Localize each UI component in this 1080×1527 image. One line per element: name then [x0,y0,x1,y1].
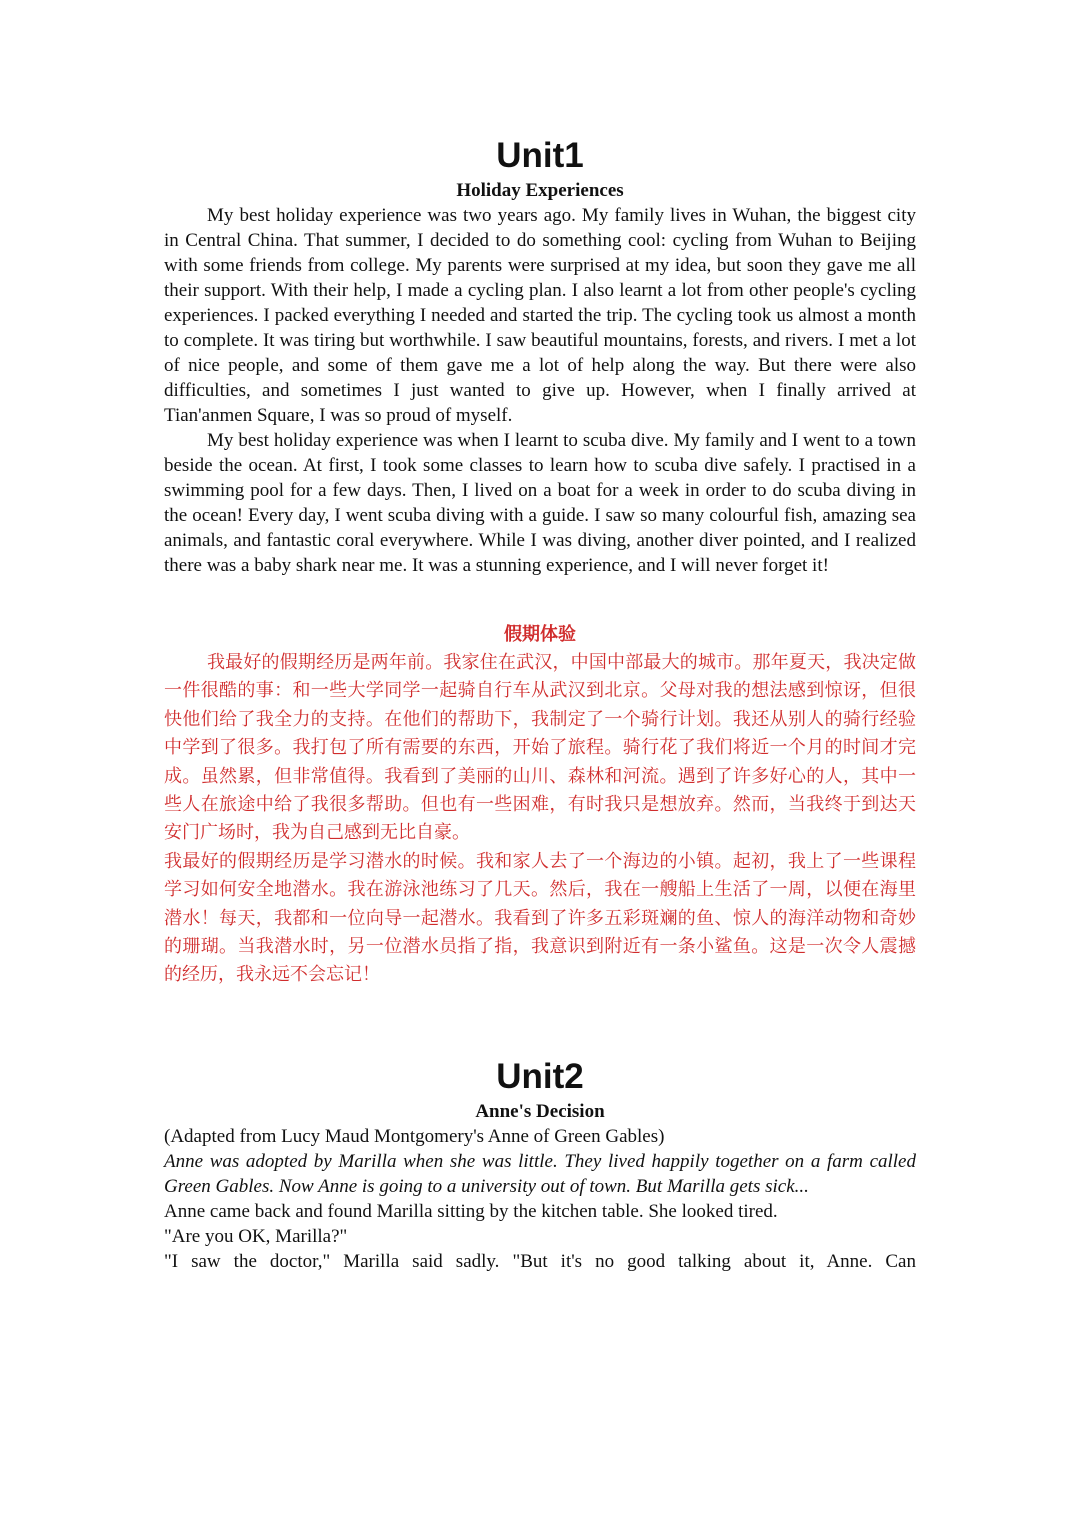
document-page [164,134,916,1274]
unit1-chinese-paragraph-2: 我最好的假期经历是学习潜水的时候。我和家人去了一个海边的小镇。起初，我上了一些课程学习如何安全地潜水。我在游泳池练习了几天。然后，我在一艘船上生活了一周，以便在海里潜水！每天，我都和一位向导一起潜水。我看到了许多五彩斑斓的鱼、惊人的海洋动物和奇妙的珊瑚。当我潜水时，另一位潜水员指了指，我意识到附近有一条小鲨鱼。这是一次令人震撼的经历，我永远不会忘记！ [164,850,916,986]
unit1-paragraph-2: My best holiday experience was when I learnt to scuba dive. My family and I went to a town beside the ocean. At first, I took some classes to learn how to scuba dive safely. I practised in a swimming pool for a few days. Then, I lived on a boat for a week in order to do scuba diving in the ocean! Every day, I went scuba diving with a guide. I saw so many colourful fish, amazing sea animals, and fantastic coral everywhere. While I was diving, another diver pointed, and I realized there was a baby shark near me. It was a stunning experience, and I will never forget it! [164,430,916,576]
unit1-paragraph-1: My best holiday experience was two years ago. My family lives in Wuhan, the biggest city in Central China. That summer, I decided to do something cool: cycling from Wuhan to Beijing with some friends from college. My parents were surprised at my idea, but soon they gave me all their support. With their help, I made a cycling plan. I also learnt a lot from other people's cycling experiences. I packed everything I needed and started the trip. The cycling took us almost a month to complete. It was tiring but worthwhile. I saw beautiful mountains, forests, and rivers. I met a lot of nice people, and some of them gave me a lot of help along the way. But there were also difficulties, and sometimes I just wanted to give up. However, when I finally arrived at Tian'anmen Square, I was so proud of myself. [164,205,916,426]
unit2-intro: Anne was adopted by Marilla when she was little. They lived happily together on a farm called Green Gables. Now Anne is going to a university out of town. But Marilla gets sick... [164,1150,916,1197]
unit2-title: Unit2 [496,1056,584,1096]
unit2-section [164,1055,916,1274]
unit2-subtitle: Anne's Decision [475,1100,605,1122]
unit1-subtitle: Holiday Experiences [456,180,624,201]
unit2-line-2: "Are you OK, Marilla?" [164,1225,348,1247]
unit2-source-note: (Adapted from Lucy Maud Montgomery's Anne of Green Gables) [164,1125,665,1147]
unit1-section [164,134,916,990]
unit1-title: Unit1 [496,136,584,175]
unit1-chinese-paragraph-1: 我最好的假期经历是两年前。我家住在武汉，中国中部最大的城市。那年夏天，我决定做一件很酷的事：和一些大学同学一起骑自行车从武汉到北京。父母对我的想法感到惊讶，但很快他们给了我全力的支持。在他们的帮助下，我制定了一个骑行计划。我还从别人的骑行经验中学到了很多。我打包了所有需要的东西，开始了旅程。骑行花了我们将近一个月的时间才完成。虽然累，但非常值得。我看到了美丽的山川、森林和河流。遇到了许多好心的人，其中一些人在旅途中给了我很多帮助。但也有一些困难，有时我只是想放弃。然而，当我终于到达天安门广场时，我为自己感到无比自豪。 [164,652,916,844]
unit2-line-1: Anne came back and found Marilla sitting by the kitchen table. She looked tired. [164,1200,778,1222]
unit2-line-3: "I saw the doctor," Marilla said sadly. "But it's no good talking about it, Anne. Can [164,1250,916,1272]
unit1-chinese-title: 假期体验 [504,624,576,645]
